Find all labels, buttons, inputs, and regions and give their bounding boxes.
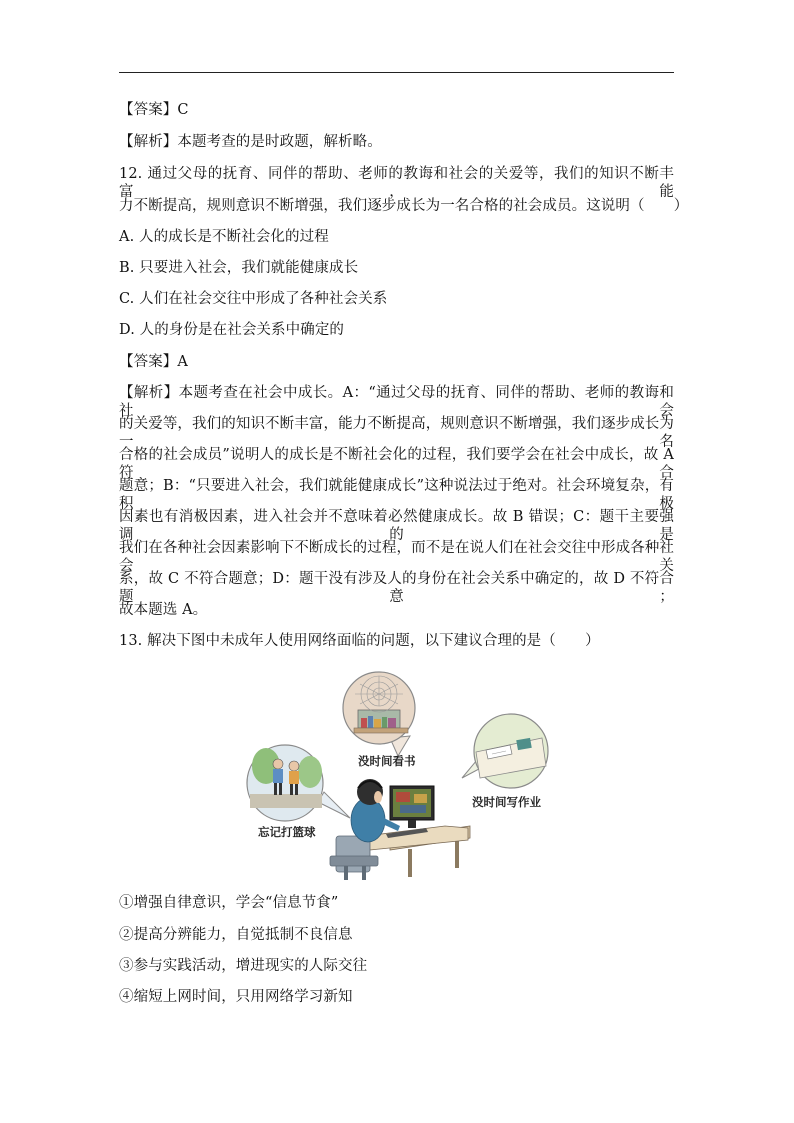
header-rule [119,72,674,73]
basketball-bubble [247,745,350,821]
answer-label-11: 【答案】C [119,102,189,118]
option-a: A. 人的成长是不断社会化的过程 [119,229,329,245]
option-c: C. 人们在社会交往中形成了各种社会关系 [119,291,388,307]
homework-desk-bubble [462,714,548,788]
analysis-12-line-1: 【解析】本题考查在社会中成长。A：“通过父母的抚育、同伴的帮助、老师的教诲和社会 [119,385,674,419]
option-d: D. 人的身份是在社会关系中确定的 [119,322,345,338]
analysis-12-line-8: 故本题选 A。 [119,602,208,618]
analysis-12-line-5: 因素也有消极因素，进入社会并不意味着必然健康成长。故 B 错误；C：题干主要强调的是 [119,509,674,543]
analysis-12-line-3: 合格的社会成员”说明人的成长是不断社会化的过程，我们要学会在社会中成长，故 A 符合 [119,447,674,481]
analysis-12-line-6: 我们在各种社会因素影响下不断成长的过程，而不是在说人们在社会交往中形成各种社会关 [119,540,674,574]
question-12-line-1: 12. 通过父母的抚育、同伴的帮助、老师的教诲和社会的关爱等，我们的知识不断丰富，能 [119,166,674,200]
analysis-12-line-7: 系，故 C 不符合题意；D：题干没有涉及人的身份在社会关系中确定的，故 D 不符合题意； [119,571,674,605]
caption-homework: 没时间写作业 [472,795,541,809]
question-12-line-2: 力不断提高，规则意识不断增强，我们逐步成长为一名合格的社会成员。这说明（ ） [119,198,689,214]
choice-2: ②提高分辨能力，自觉抵制不良信息 [119,927,353,943]
caption-book: 没时间看书 [358,754,416,768]
choice-3: ③参与实践活动，增进现实的人际交往 [119,958,368,974]
analysis-11: 【解析】本题考查的是时政题，解析略。 [119,134,382,150]
answer-label-12: 【答案】A [119,354,188,370]
bookshelf-cobweb-bubble [343,672,415,756]
choice-1: ①增强自律意识，学会“信息节食” [119,895,339,911]
analysis-12-line-4: 题意；B：“只要进入社会，我们就能健康成长”这种说法过于绝对。社会环境复杂，有积极 [119,478,674,512]
question-13: 13. 解决下图中未成年人使用网络面临的问题，以下建议合理的是（ ） [119,633,600,649]
caption-basketball: 忘记打篮球 [258,825,316,839]
internet-use-illustration [240,666,585,881]
boy-at-computer [330,779,470,880]
analysis-12-line-2: 的关爱等，我们的知识不断丰富，能力不断提高，规则意识不断增强，我们逐步成长为一名 [119,416,674,450]
choice-4: ④缩短上网时间，只用网络学习新知 [119,989,353,1005]
option-b: B. 只要进入社会，我们就能健康成长 [119,260,359,276]
